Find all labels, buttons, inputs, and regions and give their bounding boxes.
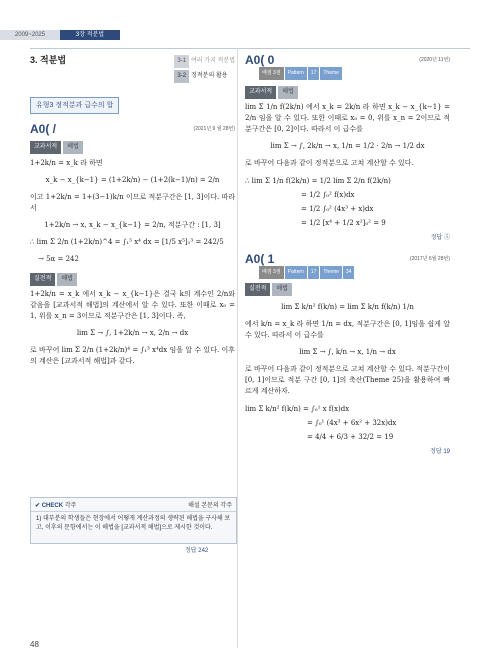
problem-header xyxy=(245,55,450,66)
equation: 1+2k/n → x, x_k − x_{k−1} = 2/n, 적분구간 : [1, 3] xyxy=(44,221,221,229)
problem-number: A0( 0 xyxy=(245,53,275,67)
method-label: 교과서적 xyxy=(245,86,276,99)
subsection-1-num: 3-1 xyxy=(174,55,189,68)
subsection-2-label: 정적분의 활용 xyxy=(191,73,228,79)
equation: = 1/2 ∫₀² (4x³ + x)dx xyxy=(301,205,374,213)
method-label-sub: 해법 xyxy=(278,86,298,99)
header-rule xyxy=(30,48,470,49)
meta-tag: Pattern xyxy=(285,67,307,80)
check-footnote-box xyxy=(30,497,237,544)
paragraph: 로 바꾸어 다음과 같이 정적분으로 고쳐 계산할 수 있다. 적분구간이 [0, 1]이므로 적분 구간 [0, 1]의 축산(Theme 25)을 활용하여 빠르게 계산하자. xyxy=(245,365,450,395)
meta-tag: 배점 3점 xyxy=(259,266,284,279)
check-text: 1) 대부분의 학생들은 현장에서 어떻게 계산과정의 생략된 해법을 구사해 보고, 이후의 문항에서는 이 해법을 [교과서적 해법]으로 제시한 것이다. xyxy=(36,516,231,531)
check-title: CHECK xyxy=(41,503,64,509)
equation: x_k − x_{k−1} = (1+2k/n) − (1+2(k−1)/n) = 2/n xyxy=(45,176,220,184)
type-box: 유형3 정적분과 급수의 합 xyxy=(30,97,119,114)
paragraph: 로 바꾸어 다음과 같이 정적분으로 고쳐 계산할 수 있다. xyxy=(245,159,414,167)
equation-block xyxy=(245,402,450,444)
method-label-sub: 해법 xyxy=(57,273,77,286)
problem-meta xyxy=(245,266,450,279)
meta-tag: 배점 3점 xyxy=(259,67,284,80)
column-divider xyxy=(237,48,238,648)
equation: lim Σ → ∫, 1+2k/n → x, 2/n → dx xyxy=(76,329,189,337)
equation: ∴ lim Σ 2/n (1+2k/n)^4 = ∫₁³ x⁴ dx = [1/5 x⁵]₁³ = 242/5 xyxy=(30,238,224,246)
problem-year: (2021년 9 월 28번) xyxy=(193,126,235,132)
meta-tag: Theme xyxy=(320,67,342,80)
paragraph: 1+2k/n = x_k 에서 x_k − x_{k−1}은 결국 k의 계수인 2/n와 같음을 [교과서적 해법]의 계산에서 알 수 있다. 또한 이때로 x₀ = 1, 위를 x_n = 3이므로 적분구간은 [1, 3]이다. 즉, xyxy=(30,290,235,320)
check-right-label: 해설 본문의 각주 xyxy=(188,503,232,509)
right-column xyxy=(245,55,450,458)
paragraph: 로 바꾸어 lim Σ 2/n (1+2k/n)⁴ = ∫₁³ x⁴dx 임을 알 수 있다. 이후의 계산은 [교과서적 해법]과 같다. xyxy=(30,346,235,365)
equation: lim Σ k/n² f(k/n) = ∫₀¹ x f(x)dx xyxy=(245,405,350,413)
page-number: 48 xyxy=(30,640,39,649)
meta-tag: 17 xyxy=(308,266,320,279)
meta-tag: 34 xyxy=(343,266,355,279)
answer-label: 정답 ⑤ xyxy=(430,235,450,241)
subsection-1-label: 여러 가지 적분법 xyxy=(191,58,235,64)
meta-tag: 17 xyxy=(308,67,320,80)
equation: lim Σ → ∫, k/n → x, 1/n → dx xyxy=(299,348,396,356)
subsection-2-num: 3-2 xyxy=(174,70,189,83)
text-line: 이고 1+2k/n = 1+(3−1)k/n 이므로 적분구간은 [1, 3]이다. 따라서 xyxy=(30,193,235,212)
equation: → 5α = 242 xyxy=(38,255,79,263)
equation: ∴ lim Σ 1/n f(2k/n) = 1/2 lim Σ 2/n f(2k/n) xyxy=(245,177,391,185)
problem-year: (2017년 6월 28번) xyxy=(409,256,450,262)
check-icon: ✔ xyxy=(35,503,41,509)
equation-block xyxy=(245,174,450,230)
equation: lim Σ → ∫, 2k/n → x, 1/n = 1/2 · 2/n → 1/2 dx xyxy=(270,142,425,150)
problem-number: A0( 1 xyxy=(245,252,275,266)
equation: = 4/4 + 6/3 + 32/2 = 19 xyxy=(307,433,394,441)
text-line: 1+2k/n = x_k 라 하면 xyxy=(30,159,103,167)
paragraph: lim Σ 1/n f(2k/n) 에서 x_k = 2k/n 라 하면 x_k − x_{k−1} = 2/n 임을 알 수 있다. 또한 이때로 x₀ = 0, 위를 x_n = 2이므로 적분구간은 [0, 2]이다. 따라서 이 급수를 xyxy=(245,103,450,133)
method-label: 실전적 xyxy=(30,273,55,286)
answer-label: 정답 19 xyxy=(430,449,450,455)
equation: = ∫₀¹ (4x³ + 6x² + 32x)dx xyxy=(307,419,397,427)
answer-label: 정답 242 xyxy=(185,548,209,554)
problem-header xyxy=(30,124,235,135)
meta-tag: Theme xyxy=(320,266,342,279)
left-column xyxy=(30,55,235,367)
problem-meta xyxy=(245,67,450,80)
equation: = 1/2 ∫₀² f(x)dx xyxy=(301,191,355,199)
method-label-sub: 해법 xyxy=(272,283,292,296)
equation: lim Σ k/n² f(k/n) = lim Σ k/n f(k/n) 1/n xyxy=(281,303,414,311)
method-label-sub: 해법 xyxy=(63,141,83,154)
method-label: 실전적 xyxy=(245,283,270,296)
problem-header xyxy=(245,254,450,265)
method-label: 교과서적 xyxy=(30,141,61,154)
problem-number: A0( / xyxy=(30,122,57,136)
problem-year: (2020년 11번) xyxy=(419,57,450,63)
paragraph: 에서 k/n = x_k 라 하면 1/n = dx, 적분구간은 [0, 1]임을 쉽게 알 수 있다. 따라서 이 급수를 xyxy=(245,320,450,339)
equation: = 1/2 [x⁴ + 1/2 x²]₀² = 9 xyxy=(301,219,386,227)
chapter-title: 3. 적분법 xyxy=(30,55,67,65)
check-subtitle: 각주 xyxy=(64,503,77,509)
header-chapter-tab: 3장 적분법 xyxy=(60,30,120,40)
meta-tag: Pattern xyxy=(285,266,307,279)
chapter-subsections xyxy=(174,55,235,83)
header-range-tab: 2009~2025 xyxy=(0,30,60,40)
